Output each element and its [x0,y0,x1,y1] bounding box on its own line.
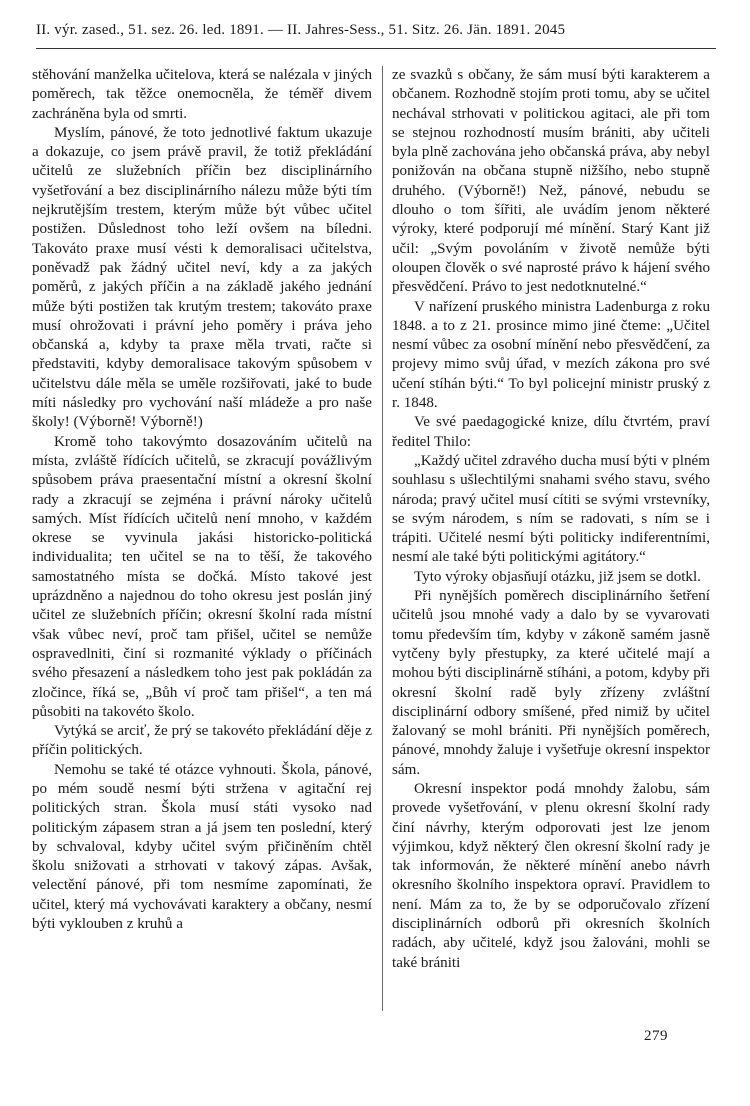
paragraph: Vytýká se arciť, že prý se takovéto překládání děje z příčin politických. [32,723,372,759]
column-divider [382,66,383,1011]
paragraph: Tyto výroky objasňují otázku, již jsem se dotkl. [414,568,701,585]
running-head: II. výr. zased., 51. sez. 26. led. 1891. — II. Jahres-Sess., 51. Sitz. 26. Jän. 1891. 2045 [36,22,566,38]
right-column [392,66,710,973]
paragraph: ze svazků s občany, že sám musí býti karakterem a občanem. Rozhodně stojím proti tomu, aby se učitel nechával strhovati v politickou agitaci, ale při tom se stejnou rozhodností musím brániti, aby učiteli byla plně zachována jeho občanská práva, aby nebyl ponižován na občana stupně nižšího, nebo stupně druhého. (Výborně!) Než, pánové, nebudu se dlouho o tom šířiti, ale uvádím jenom některé výroky, které podporují mé mínění. Starý Kant již učil: „Svým povoláním v životě nemůže býti oloupen člověk o své naprosté právo k hájení svého přesvědčení. Právo to jest nedotknutelné.“ [392,67,710,296]
paragraph: Nemohu se také té otázce vyhnouti. Škola, pánové, po mém soudě nesmí býti stržena v agitační rej politických stran. Škola musí státi vysoko nad politickým zápasem stran a já jsem ten poslední, který by schvaloval, kdyby učitel svým přičiněním chtěl školu snižovati a strhovati v takový zápas. Avšak, velectění pánové, při tom nesmíme zapomínati, že učitel, který má vychovávati karaktery a občany, nesmí býti vyklouben z kruhů a [32,761,372,933]
paragraph: stěhování manželka učitelova, která se nalézala v jiných poměrech, tak těžce onemocněla, že téměř divem zachráněna byla od smrti. [32,67,372,122]
paragraph: Při nynějších poměrech disciplinárního šetření učitelů jsou mnohé vady a dalo by se vyvarovati tomu především tím, kdyby v zákoně samém jasně vytčeny byly přestupky, za které učitelé mají a mohou býti disciplinárně stíháni, a potom, kdyby při okresní školní radě byly zřízeny zvláštní disciplinární odbory smíšené, před nimiž by učitel žalovaný se mohl brániti. Při nynějších poměrech, pánové, mnohdy žaluje i vyšetřuje okresní inspektor sám. [392,588,710,778]
paragraph: Okresní inspektor podá mnohdy žalobu, sám provede vyšetřování, v plenu okresní školní rady činí návrhy, kterým odporovati jest lze jenom výjimkou, když některý člen okresní školní rady je tak informován, že některé mínění anebo návrh okresního školního inspektora opraví. Pravidlem to není. Mám za to, že by se odporučovalo zřízení disciplinárních odborů při okresních školních radách, aby učitelé, když jsou žalováni, mohli se také brániti [392,780,710,971]
document-page [22,22,730,1082]
header-rule [36,48,716,49]
page-number: 279 [644,1028,668,1044]
paragraph: Ve své paedagogické knize, dílu čtvrtém, praví ředitel Thilo: [392,414,710,450]
paragraph: „Každý učitel zdravého ducha musí býti v plném souhlasu s ušlechtilými snahami svého stavu, svého národa; pravý učitel musí cítiti se svými vrstevníky, se svým národem, s ním se radovati, s ním se i trápiti. Učitelé nesmí býti politicky indiferentními, nesmí ale také býti politickými agitátory.“ [392,452,710,566]
left-column [32,66,372,934]
paragraph: Myslím, pánové, že toto jednotlivé faktum ukazuje a dokazuje, co jsem právě pravil, že totiž překládání učitelů ze služebních příčin bez disciplinárního vyšetřování a bez disciplinárního nálezu může býti tím nejkrutějším trestem, kterým může být vůbec učitel postižen. Důslednost toho leží ovšem na bíledni. Takováto praxe musí vésti k demoralisaci učitelstva, poněvadž pak žádný učitel neví, kdy a za jakých poměrů, z jakých příčin a na základě jakého jednání může býti postižen tak krutým trestem; takováto praxe musí ohrožovati i právní jeho poměry i práva jeho občanská a, kdyby ta praxe měla trvati, račte si představiti, kdyby demoralisace takovým spůsobem v učitelstvu dále měla se uměle rozšiřovati, jaké to bude míti následky pro vychování naší mládeže a pro naše školy! (Výborně! Výborně!) [32,124,372,431]
paragraph: V nařízení pruského ministra Ladenburga z roku 1848. a to z 21. prosince mimo jiné čteme: „Učitel nesmí vůbec za osobní mínění nebo přesvědčení, za projevy mimo svůj úřad, v mezích zákona pro své učení stíhán býti.“ To byl policejní ministr pruský z r. 1848. [392,298,710,412]
paragraph: Kromě toho takovýmto dosazováním učitelů na místa, zvláště řídících učitelů, se zkracují povážlivým spůsobem práva praesentační místní a okresní školní rady a zkracují se zejména i právní nároky učitelů samých. Míst řídících učitelů není mnoho, v každém okrese se vyvinula jakási historicko-politická individualita; ten učitel se na to těší, že takového samostatného místa se dočká. Místo takové jest uprázdněno a najednou do toho okresu jest poslán jiný učitel ze služebních příčin; okresní školní rada místní však vůbec neví, proč tam přišel, učitel se nemůže ospravedlniti, činí si rozmanité výklady o příčinách svého přesazení a následkem toho jest pak pokládán za zločince, říká se, „Bůh ví proč tam přišel“, a ten má působiti na takovéto školo. [32,433,372,720]
